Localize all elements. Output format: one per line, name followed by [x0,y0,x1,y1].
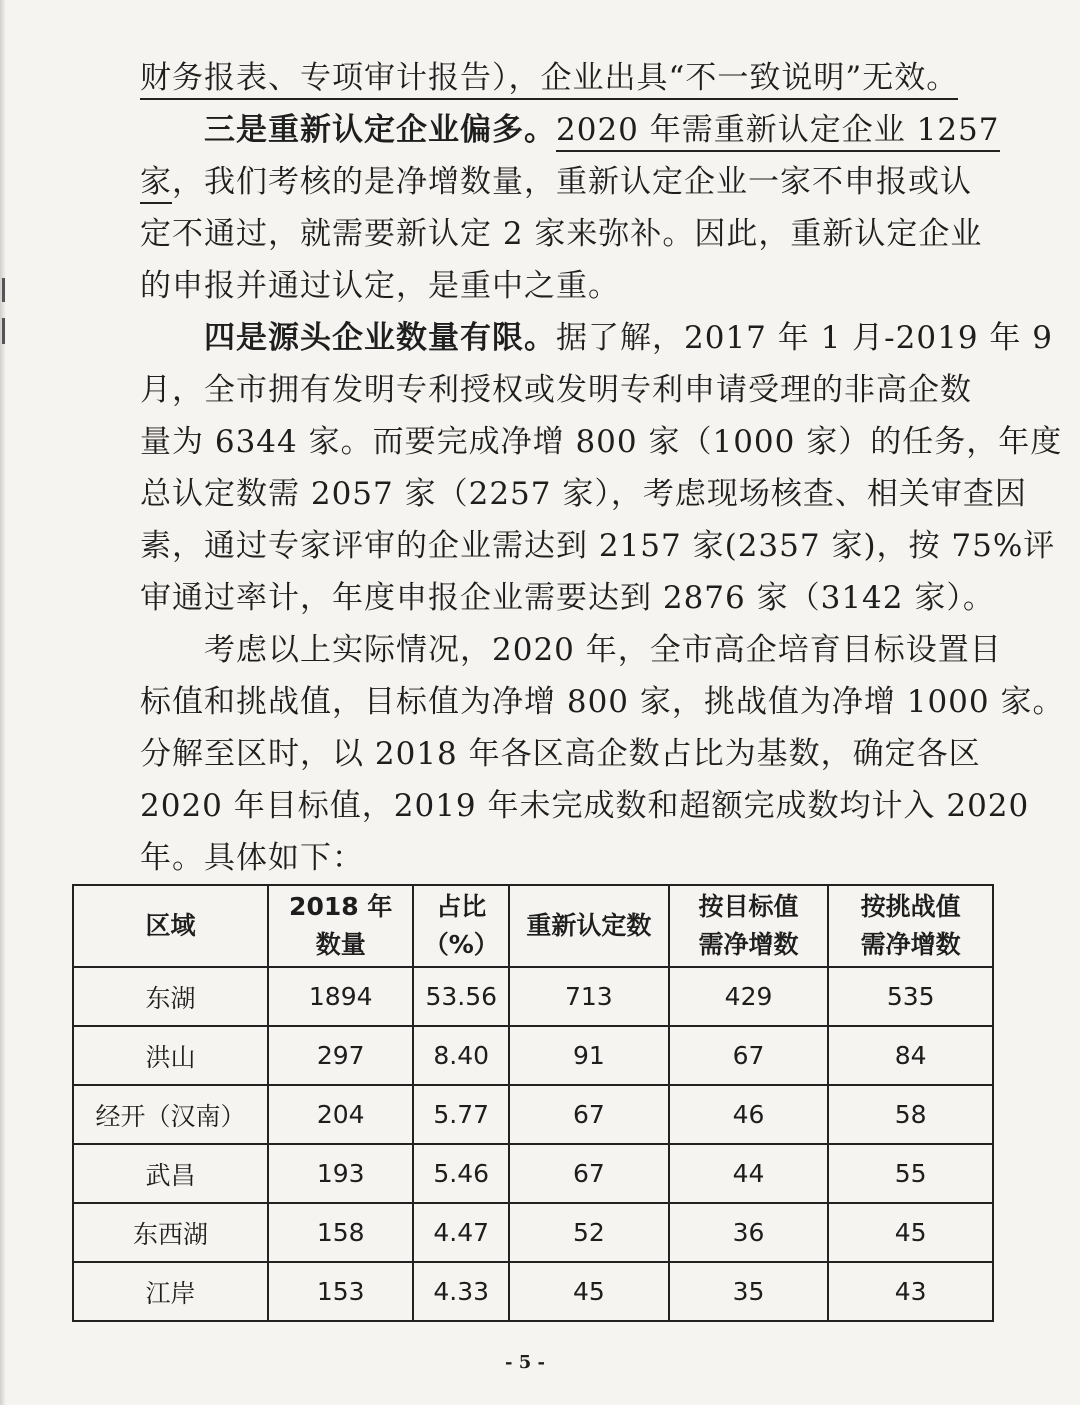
cell-target-net: 35 [669,1262,829,1321]
text-line-6: 四是源头企业数量有限。据了解，2017 年 1 月-2019 年 9 [204,320,1053,356]
cell-challenge-net: 45 [828,1203,993,1262]
cell-count: 297 [268,1026,413,1085]
text-line-7: 月，全市拥有发明专利授权或发明专利申请受理的非高企数 [140,372,972,408]
cell-challenge-net: 84 [828,1026,993,1085]
cell-region: 江岸 [73,1262,268,1321]
cell-recertify: 67 [509,1085,669,1144]
cell-region: 东湖 [73,967,268,1026]
cell-challenge-net: 535 [828,967,993,1026]
cell-challenge-net: 55 [828,1144,993,1203]
text-line-12: 考虑以上实际情况，2020 年，全市高企培育目标设置目 [204,632,1002,668]
text-line-16: 年。具体如下： [140,840,364,876]
page-edge-shadow [0,0,6,1405]
text-line-15: 2020 年目标值，2019 年未完成数和超额完成数均计入 2020 [140,788,1030,824]
text-line-3: 家，我们考核的是净增数量，重新认定企业一家不申报或认 [140,156,940,208]
cell-share: 8.40 [413,1026,509,1085]
table-row [73,1203,993,1262]
body-text [140,52,1065,884]
cell-challenge-net: 58 [828,1085,993,1144]
cell-recertify: 67 [509,1144,669,1203]
cell-region: 东西湖 [73,1203,268,1262]
cell-target-net: 46 [669,1085,829,1144]
cell-share: 4.33 [413,1262,509,1321]
text-line-1 [140,52,959,104]
header-recertify: 重新认定数 [509,885,669,967]
table-row [73,1026,993,1085]
cell-share: 4.47 [413,1203,509,1262]
text-line-8: 量为 6344 家。而要完成净增 800 家（1000 家）的任务，年度 [140,424,1063,460]
section-heading-4: 四是源头企业数量有限。 [204,320,556,356]
underlined-phrase: 2020 年需重新认定企业 1257 [556,112,1000,152]
cell-recertify: 52 [509,1203,669,1262]
header-region: 区域 [73,885,268,967]
table-row [73,967,993,1026]
cell-share: 53.56 [413,967,509,1026]
text-line-13: 标值和挑战值，目标值为净增 800 家，挑战值为净增 1000 家。 [140,684,1065,720]
cell-challenge-net: 43 [828,1262,993,1321]
cell-count: 153 [268,1262,413,1321]
text-line-11: 审通过率计，年度申报企业需要达到 2876 家（3142 家）。 [140,580,995,616]
cell-region: 洪山 [73,1026,268,1085]
cell-region: 武昌 [73,1144,268,1203]
table-header-row [73,885,993,967]
page-number: - 5 - [505,1352,545,1373]
section-heading-3: 三是重新认定企业偏多。 [204,112,556,148]
table-row [73,1085,993,1144]
cell-target-net: 44 [669,1144,829,1203]
header-challenge-net: 按挑战值 需净增数 [828,885,993,967]
text-line-10: 素，通过专家评审的企业需达到 2157 家(2357 家)，按 75%评 [140,528,1056,564]
header-2018-count: 2018 年 数量 [268,885,413,967]
cell-recertify: 91 [509,1026,669,1085]
cell-target-net: 67 [669,1026,829,1085]
cell-share: 5.46 [413,1144,509,1203]
cell-count: 204 [268,1085,413,1144]
header-target-net: 按目标值 需净增数 [669,885,829,967]
text-line-5: 的申报并通过认定，是重中之重。 [140,268,620,304]
text-line-4: 定不通过，就需要新认定 2 家来弥补。因此，重新认定企业 [140,216,983,252]
underlined-phrase: 家 [140,164,172,204]
cell-count: 193 [268,1144,413,1203]
cell-recertify: 713 [509,967,669,1026]
district-target-table [72,884,994,1322]
header-share: 占比 （%） [413,885,509,967]
underlined-phrase: 财务报表、专项审计报告），企业出具“不一致说明”无效。 [140,60,958,100]
table-row [73,1262,993,1321]
cell-recertify: 45 [509,1262,669,1321]
binding-mark [2,278,5,302]
text-line-2 [140,104,1000,156]
text-line-9: 总认定数需 2057 家（2257 家），考虑现场核查、相关审查因 [140,476,1027,512]
text-line-14: 分解至区时，以 2018 年各区高企数占比为基数，确定各区 [140,736,981,772]
table-row [73,1144,993,1203]
cell-target-net: 429 [669,967,829,1026]
cell-share: 5.77 [413,1085,509,1144]
cell-region: 经开（汉南） [73,1085,268,1144]
cell-count: 158 [268,1203,413,1262]
binding-mark [2,318,5,344]
cell-count: 1894 [268,967,413,1026]
cell-target-net: 36 [669,1203,829,1262]
